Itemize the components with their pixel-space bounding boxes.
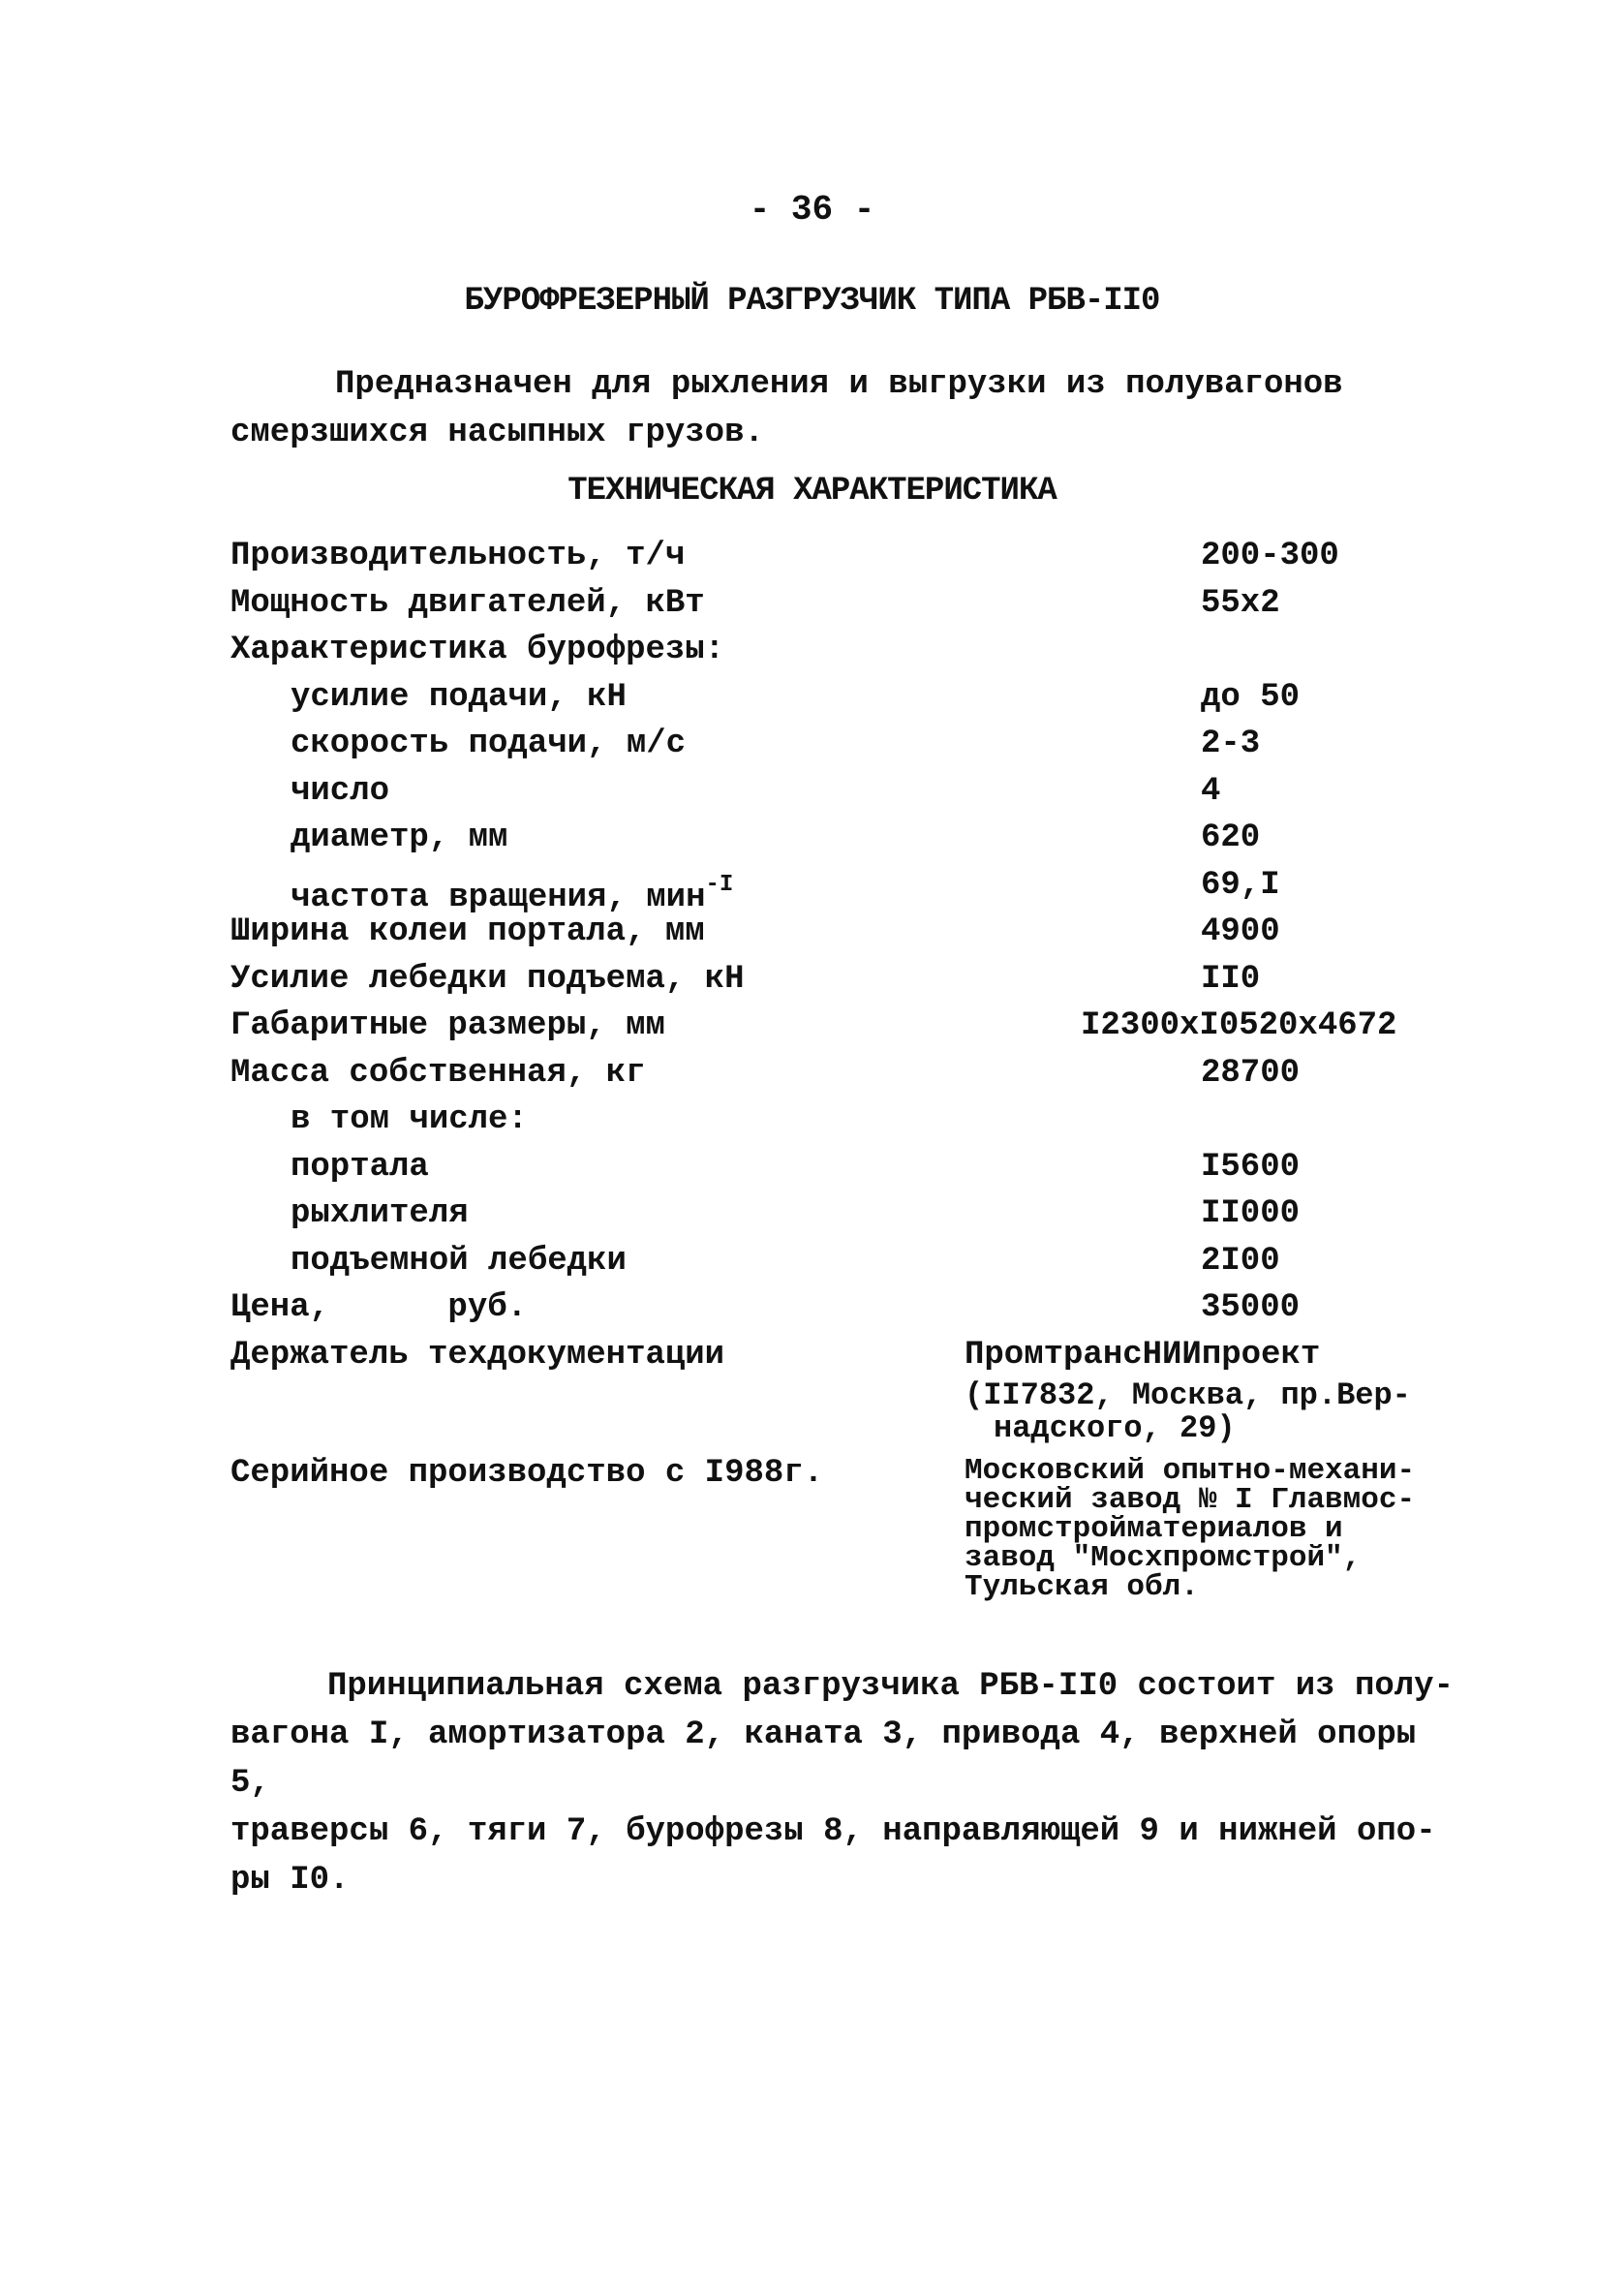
spec-label: Ширина колеи портала, мм: [230, 913, 705, 950]
serial-production-label: Серийное производство с I988г.: [230, 1455, 824, 1492]
spec-row-rotation-frequency: [230, 862, 1451, 916]
spec-value: II0: [1201, 960, 1261, 998]
closing-paragraph: [230, 1662, 1460, 1904]
spec-row-winch-force: [230, 956, 1451, 1004]
spec-label: Характеристика бурофрезы:: [230, 632, 725, 668]
spec-label: Держатель техдокументации: [230, 1336, 725, 1374]
closing-line-4: ры I0.: [230, 1862, 350, 1899]
spec-row-drill-characteristics: [230, 627, 1451, 674]
closing-line-1: Принципиальная схема разгрузчика РБВ-II0 состоит из полу-: [327, 1668, 1454, 1705]
spec-label: Цена, руб.: [230, 1289, 528, 1326]
spec-label: Усилие лебедки подъема, кН: [230, 960, 745, 998]
spec-row-count: [230, 768, 1451, 816]
spec-table: [230, 533, 1451, 1378]
spec-label: Масса собственная, кг: [230, 1054, 646, 1092]
spec-row-motor-power: [230, 580, 1451, 628]
page-number: - 36 -: [749, 190, 875, 230]
spec-label: скорость подачи, м/с: [291, 726, 687, 762]
spec-heading: ТЕХНИЧЕСКАЯ ХАРАКТЕРИСТИКА: [567, 473, 1057, 510]
spec-row-productivity: [230, 533, 1451, 580]
holder-address-line-1: (II7832, Москва, пр.Вер-: [965, 1377, 1411, 1413]
spec-label-superscript: -I: [705, 871, 734, 898]
spec-value: 2I00: [1201, 1242, 1280, 1280]
spec-row-dimensions: [230, 1003, 1451, 1050]
spec-row-portal-mass: [230, 1144, 1451, 1191]
spec-value: 55x2: [1201, 584, 1280, 622]
holder-address-line-2: надского, 29): [994, 1410, 1236, 1446]
spec-row-track-width: [230, 909, 1451, 956]
spec-value: 620: [1201, 819, 1261, 856]
spec-value: до 50: [1201, 678, 1301, 716]
holder-address: [965, 1379, 1468, 1445]
spec-value: 2-3: [1201, 726, 1261, 762]
spec-value: II000: [1201, 1195, 1301, 1232]
spec-value: 28700: [1201, 1054, 1301, 1092]
spec-label: усилие подачи, кН: [291, 678, 627, 716]
spec-row-including: [230, 1097, 1451, 1144]
spec-value: 4: [1201, 772, 1221, 810]
spec-value: ПромтрансНИИпроект: [965, 1336, 1321, 1374]
spec-value: 35000: [1201, 1289, 1301, 1326]
serial-production-manufacturers: [965, 1454, 1468, 1604]
intro-line-2: смерзшихся насыпных грузов.: [230, 415, 764, 451]
spec-row-doc-holder: [230, 1332, 1451, 1379]
spec-value: 69,I: [1201, 866, 1280, 904]
spec-label: Габаритные размеры, мм: [230, 1007, 665, 1044]
spec-row-diameter: [230, 815, 1451, 862]
spec-row-mass: [230, 1050, 1451, 1098]
spec-label: Мощность двигателей, кВт: [230, 584, 705, 622]
spec-row-winch-mass: [230, 1238, 1451, 1285]
manufacturer-line-4: завод "Мосхпромстрой",: [965, 1541, 1362, 1575]
spec-label: в том числе:: [291, 1101, 528, 1138]
manufacturer-line-2: ческий завод № I Главмос-: [965, 1483, 1416, 1517]
spec-row-feed-speed: [230, 721, 1451, 768]
manufacturer-line-5: Тульская обл.: [965, 1570, 1199, 1604]
spec-label: подъемной лебедки: [291, 1242, 627, 1280]
spec-label: Производительность, т/ч: [230, 538, 686, 574]
intro-paragraph: [230, 360, 1441, 457]
spec-label: частота вращения, мин: [291, 879, 706, 916]
spec-label: портала: [291, 1148, 429, 1186]
spec-value: 4900: [1201, 913, 1280, 950]
spec-row-ripper-mass: [230, 1190, 1451, 1238]
spec-label: рыхлителя: [291, 1195, 469, 1232]
intro-line-1: Предназначен для рыхления и выгрузки из полувагонов: [335, 366, 1343, 403]
spec-row-feed-force: [230, 674, 1451, 722]
spec-label: диаметр, мм: [291, 819, 508, 856]
spec-label: число: [291, 772, 390, 810]
spec-row-price: [230, 1284, 1451, 1332]
spec-value: I2300xI0520x4672: [1081, 1007, 1397, 1044]
manufacturer-line-1: Московский опытно-механи-: [965, 1454, 1416, 1488]
spec-value: I5600: [1201, 1148, 1301, 1186]
manufacturer-line-3: промстройматериалов и: [965, 1512, 1343, 1546]
closing-line-3: траверсы 6, тяги 7, бурофрезы 8, направляющей 9 и нижней опо-: [230, 1813, 1436, 1850]
document-title: БУРОФРЕЗЕРНЫЙ РАЗГРУЗЧИК ТИПА РБВ-II0: [464, 283, 1160, 320]
closing-line-2: вагона I, амортизатора 2, каната 3, привода 4, верхней опоры 5,: [230, 1716, 1417, 1802]
spec-value: 200-300: [1201, 538, 1339, 574]
